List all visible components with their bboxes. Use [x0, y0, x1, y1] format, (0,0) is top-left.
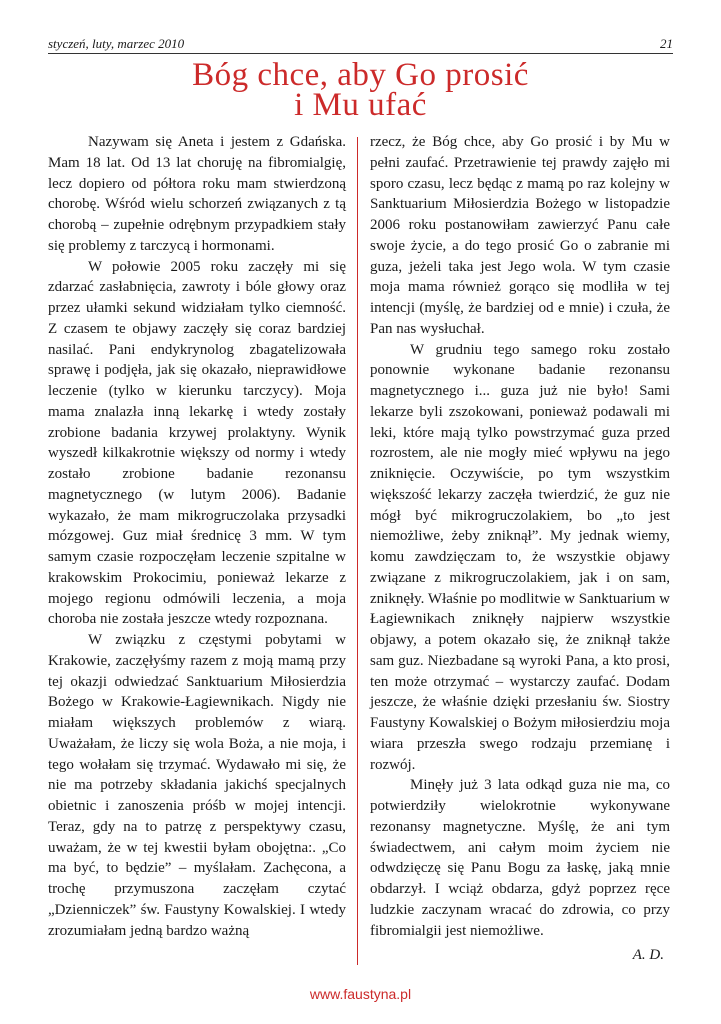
website-link[interactable]: www.faustyna.pl: [309, 986, 412, 1002]
right-column: [370, 132, 670, 966]
paragraph: Minęły już 3 lata odkąd guza nie ma, co potwierdziły wielokrotnie wykonywane rezonansy magnetyczne. Myślę, że ani tym świadectwem, ani całym moim życiem nie odwdzięczę się Panu Bogu za łaskę, jaką mnie obdarzył. I wciąż obdarza, gdyż poprzez ręce ludzkie zaczynam wracać do zdrowia, co przy fibromialgii jest niemożliwe.: [370, 777, 670, 939]
article-title: [48, 57, 673, 123]
paragraph: W związku z częstymi pobytami w Krakowie, zaczęłyśmy razem z moją mamą przy tej okazji odwiedzać Sanktuarium Miłosierdzia Bożego w Krakowie-Łagiewnikach. Nigdy nie miałam większych problemów z wiarą. Uważałam, że liczy się wola Boża, a nie moja, i tego wołałam się trzymać. Wydawało mi się, że nie ma potrzeby składania jakichś specjalnych obietnic i zanoszenia próśb w mojej intencji. Teraz, gdy na to patrzę z perspektywy czasu, uważam, że w tej kwestii byłam obojętna:. „Co ma być, to będzie” – myślałam. Zachęcona, a trochę przymuszona zaczęłam czytać „Dzienniczek” św. Faustyny Kowalskiej. I wtedy zrozumiałam jedną bardzo ważną: [48, 632, 346, 939]
page-number: 21: [660, 36, 673, 51]
article-title-line-2: i Mu ufać: [294, 87, 427, 123]
running-header: [48, 34, 673, 52]
header-rule: [48, 53, 673, 54]
footer-url[interactable]: [0, 986, 721, 1002]
paragraph: W połowie 2005 roku zaczęły mi się zdarzać zasłabnięcia, zawroty i bóle głowy oraz przez ułamki sekund widziałam tylko ciemność. Z czasem te objawy zaczęły się coraz bardziej nasilać. Pani endykrynolog zbagatelizowała sprawę i podjęła, jak się okazało, nieprawidłowe leczenie (tylko w kierunku tarczycy). Moja mama znalazła inną lekarkę i wtedy zostały zrobione badania krzywej prolaktyny. Wynik wyszedł kilkakrotnie większy od normy i wtedy zostało zrobione badanie rezonansu magnetycznego (w lutym 2006). Badanie wykazało, że mam mikrogruczolaka przysadki mózgowej. Guz miał średnicę 3 mm. W tym samym czasie rozpoczęłam leczenie szpitalne w krakowskim Prokocimiu, ponieważ lekarze z mojego regionu odmówili leczenia, a moja choroba nie została jeszcze wtedy rozpoznana.: [48, 258, 346, 628]
column-divider: [357, 137, 358, 965]
paragraph: rzecz, że Bóg chce, aby Go prosić i by Mu w pełni zaufać. Przetrawienie tej prawdy zajęło mi sporo czasu, lecz będąc z mamą po raz kolejny w Sanktuarium Miłosierdzia Bożego w listopadzie 2006 roku postanowiłam zawierzyć Panu całe swoje życie, a do tego prosić Go o zabranie mi guza, jeżeli taka jest Jego wola. W tym czasie moja mama również gorąco się modliła w tej intencji (myślę, że bardziej od e mnie) i czuła, że Pan nas wysłuchał.: [370, 134, 670, 337]
left-column: [48, 132, 346, 941]
author-signature: A. D.: [632, 947, 664, 964]
article-body: [48, 132, 673, 972]
paragraph: Nazywam się Aneta i jestem z Gdańska. Mam 18 lat. Od 13 lat choruję na fibromialgię, lecz dopiero od półtora roku mam stwierdzoną chorobę. Wśród wielu schorzeń związanych z tą chorobą – zupełnie odrębnym przypadkiem stały się problemy z tarczycą i hormonami.: [48, 134, 346, 254]
paragraph: W grudniu tego samego roku zostało ponownie wykonane badanie rezonansu magnetycznego i... guza już nie było! Sami lekarze byli zszokowani, ponieważ podawali mi leki, które mają tylko powstrzymać guza przed rozrostem, ale nie mogły mieć wpływu na jego zniknięcie. Oczywiście, po tym wszystkim większość lekarzy zaczęła twierdzić, że guz nie mógł być mikrogruczolakiem, bo „to jest niemożliwe, żeby zniknął”. My jednak wiemy, komu zawdzięczam to, że wszystkie objawy związane z mikrogruczolakiem, jak i on sam, zniknęły. Właśnie po modlitwie w Sanktuarium w Łagiewnikach zniknęły najpierw wszystkie objawy, a potem okazało się, że zniknął także sam guz. Niezbadane są wyroki Pana, a kto prosi, ten może otrzymać – wystarczy zaufać. Dodam jeszcze, że właśnie dzięki przesłaniu św. Siostry Faustyny Kowalskiej o Bożym miłosierdziu moja wiara przeszła swego rodzaju przemianę i rozwój.: [370, 341, 670, 773]
issue-date: styczeń, luty, marzec 2010: [48, 36, 185, 51]
article-title-line-1: Bóg chce, aby Go prosić: [192, 57, 529, 93]
